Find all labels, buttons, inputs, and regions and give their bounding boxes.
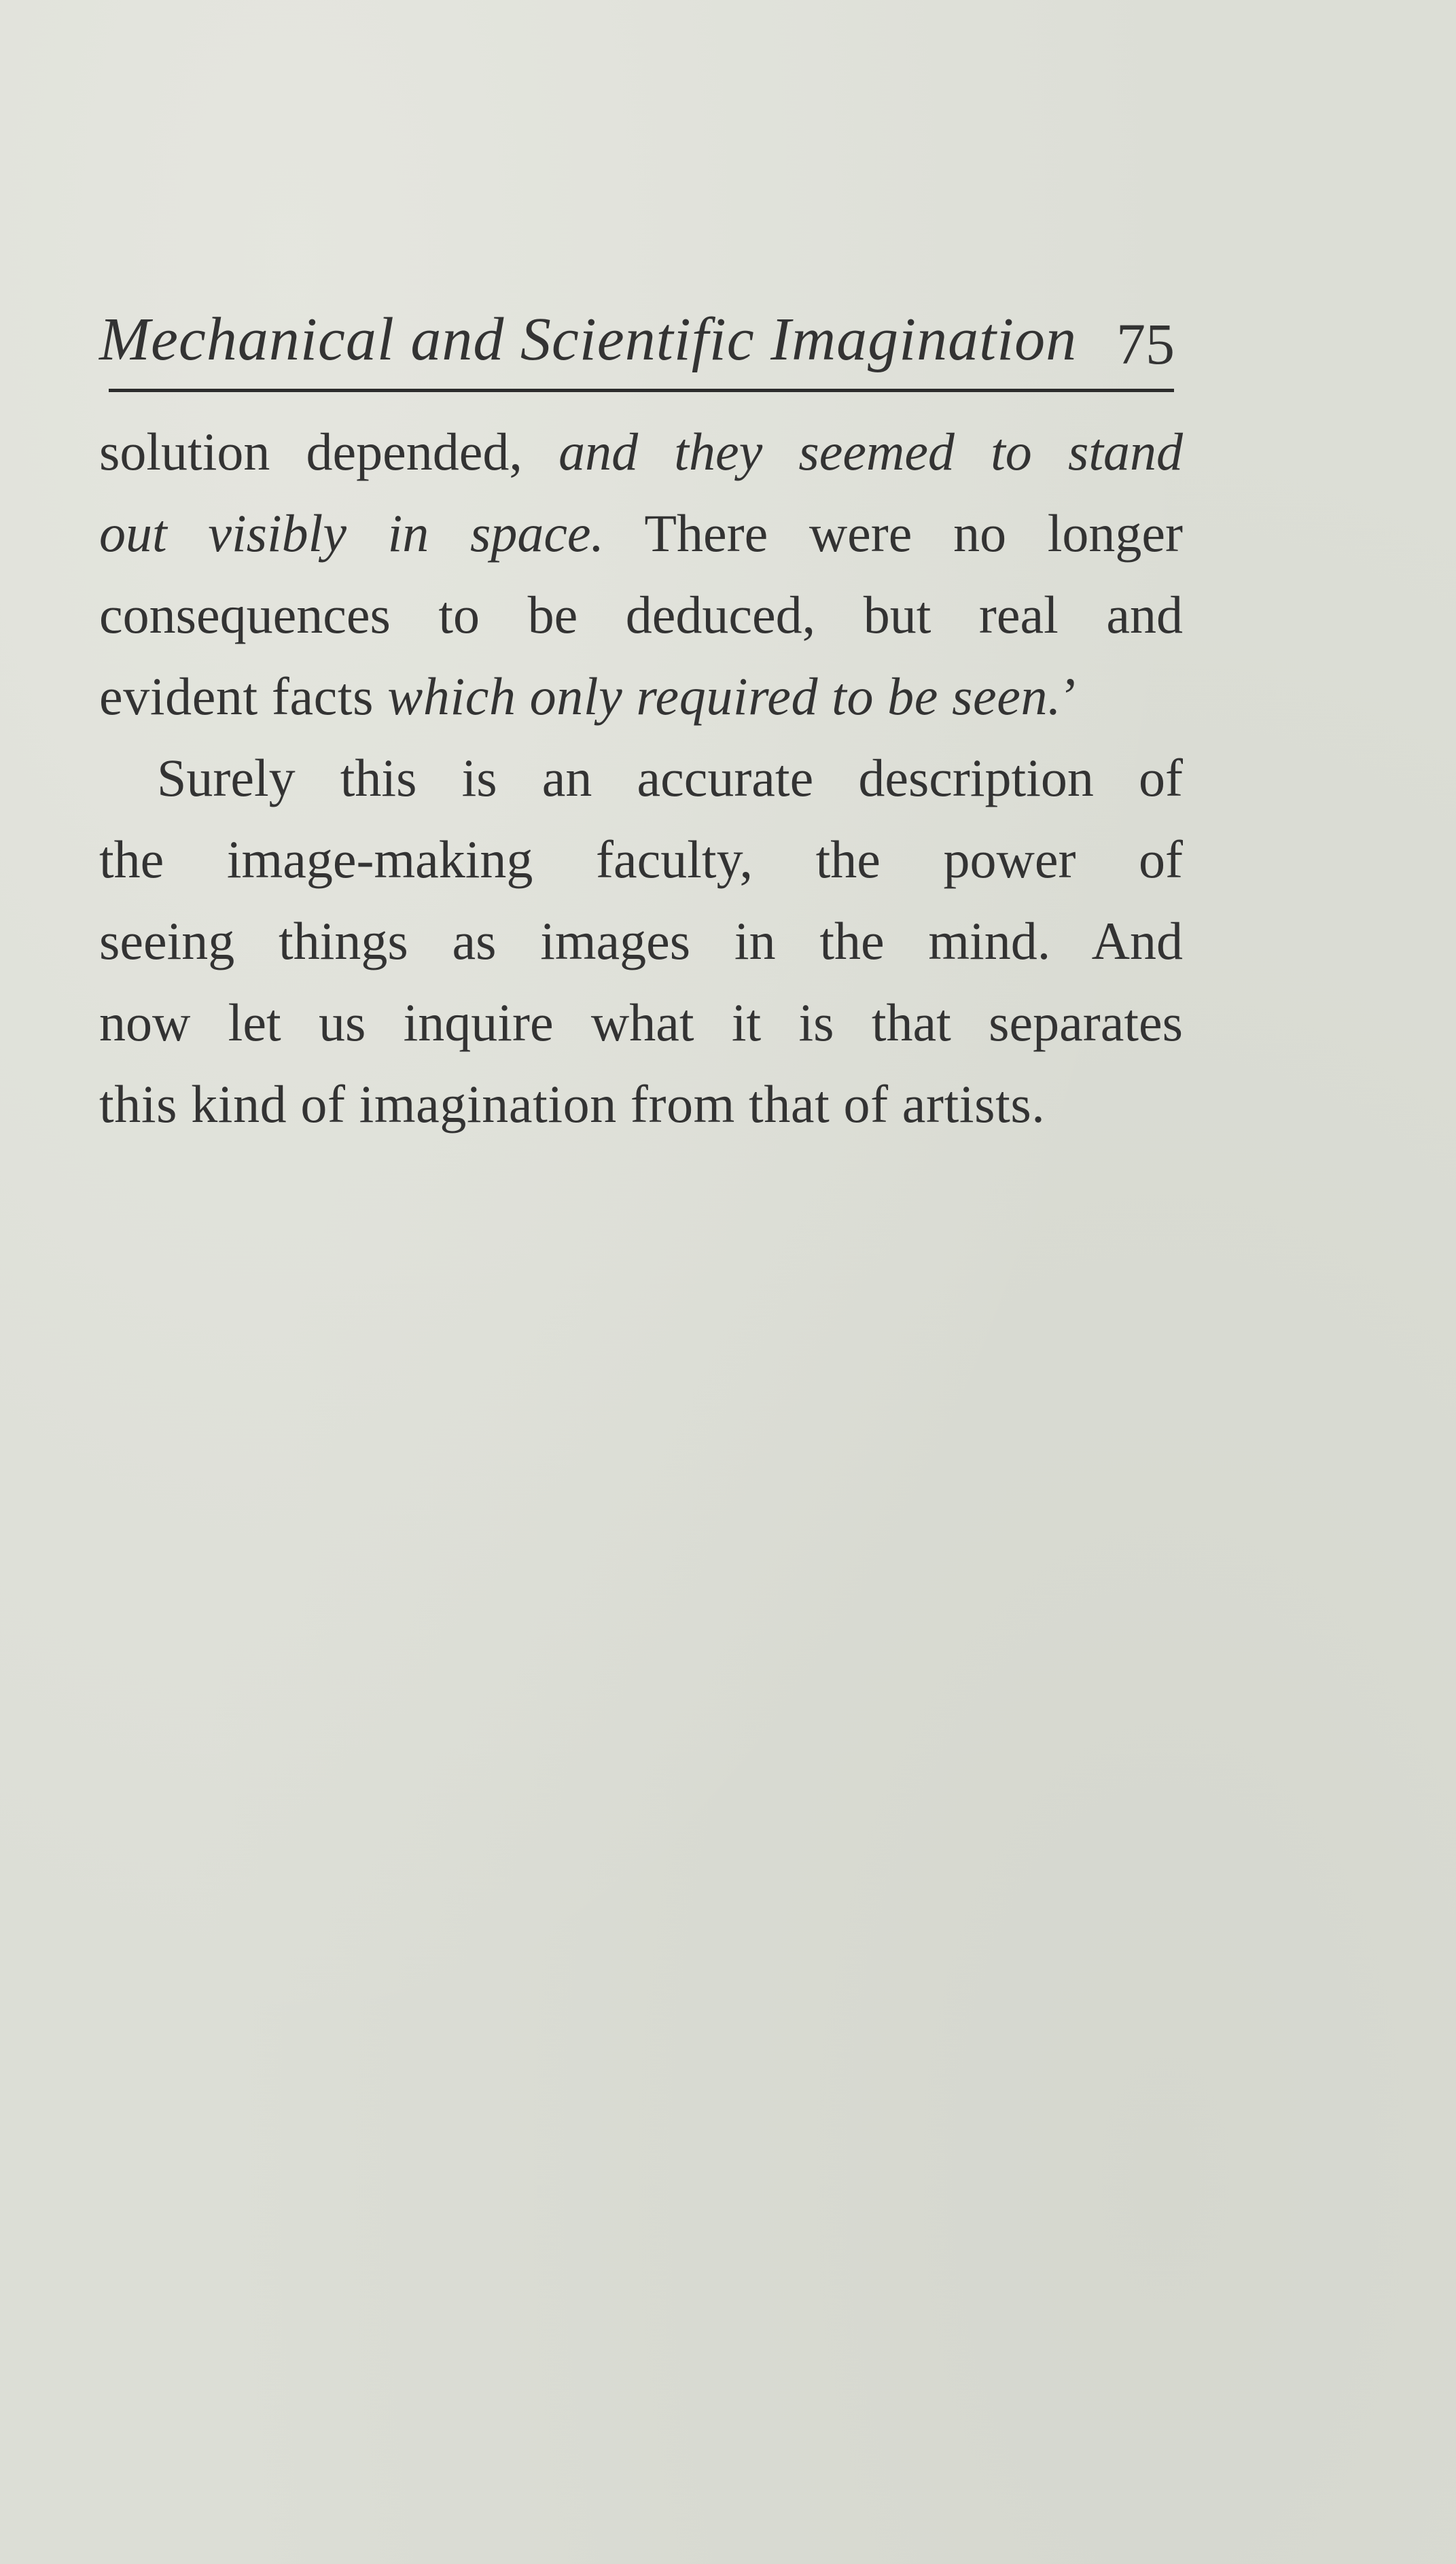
text-line xyxy=(99,819,1183,900)
text-italic: and they seemed to stand xyxy=(558,422,1184,481)
body-text xyxy=(99,411,1183,1145)
text-roman: the image-making faculty, the power of xyxy=(99,830,1183,889)
closing-quote: ’ xyxy=(1061,667,1080,726)
text-line xyxy=(99,900,1183,982)
running-head xyxy=(99,299,1175,381)
text-roman: solution depended, xyxy=(99,422,559,481)
text-line xyxy=(99,737,1183,819)
text-line xyxy=(99,1064,1183,1145)
text-line xyxy=(99,656,1183,737)
text-italic: out visibly in space. xyxy=(99,504,605,563)
text-line xyxy=(99,982,1183,1064)
text-roman: Surely this is an accurate description of xyxy=(157,748,1183,807)
page-number: 75 xyxy=(1116,311,1175,376)
running-title: Mechanical and Scientific Imagination xyxy=(99,306,1078,373)
header-rule xyxy=(109,389,1174,392)
text-roman: evident facts xyxy=(99,667,388,726)
text-line xyxy=(99,574,1183,656)
text-italic: which only required to be seen. xyxy=(387,667,1062,726)
text-roman: seeing things as images in the mind. And xyxy=(99,911,1183,970)
text-roman: now let us inquire what it is that separates xyxy=(99,993,1183,1052)
text-line xyxy=(99,411,1183,493)
text-roman: There were no longer xyxy=(604,504,1184,563)
text-line xyxy=(99,493,1183,574)
text-roman: consequences to be deduced, but real and xyxy=(99,585,1183,644)
text-roman: this kind of imagination from that of artists. xyxy=(99,1074,1046,1134)
